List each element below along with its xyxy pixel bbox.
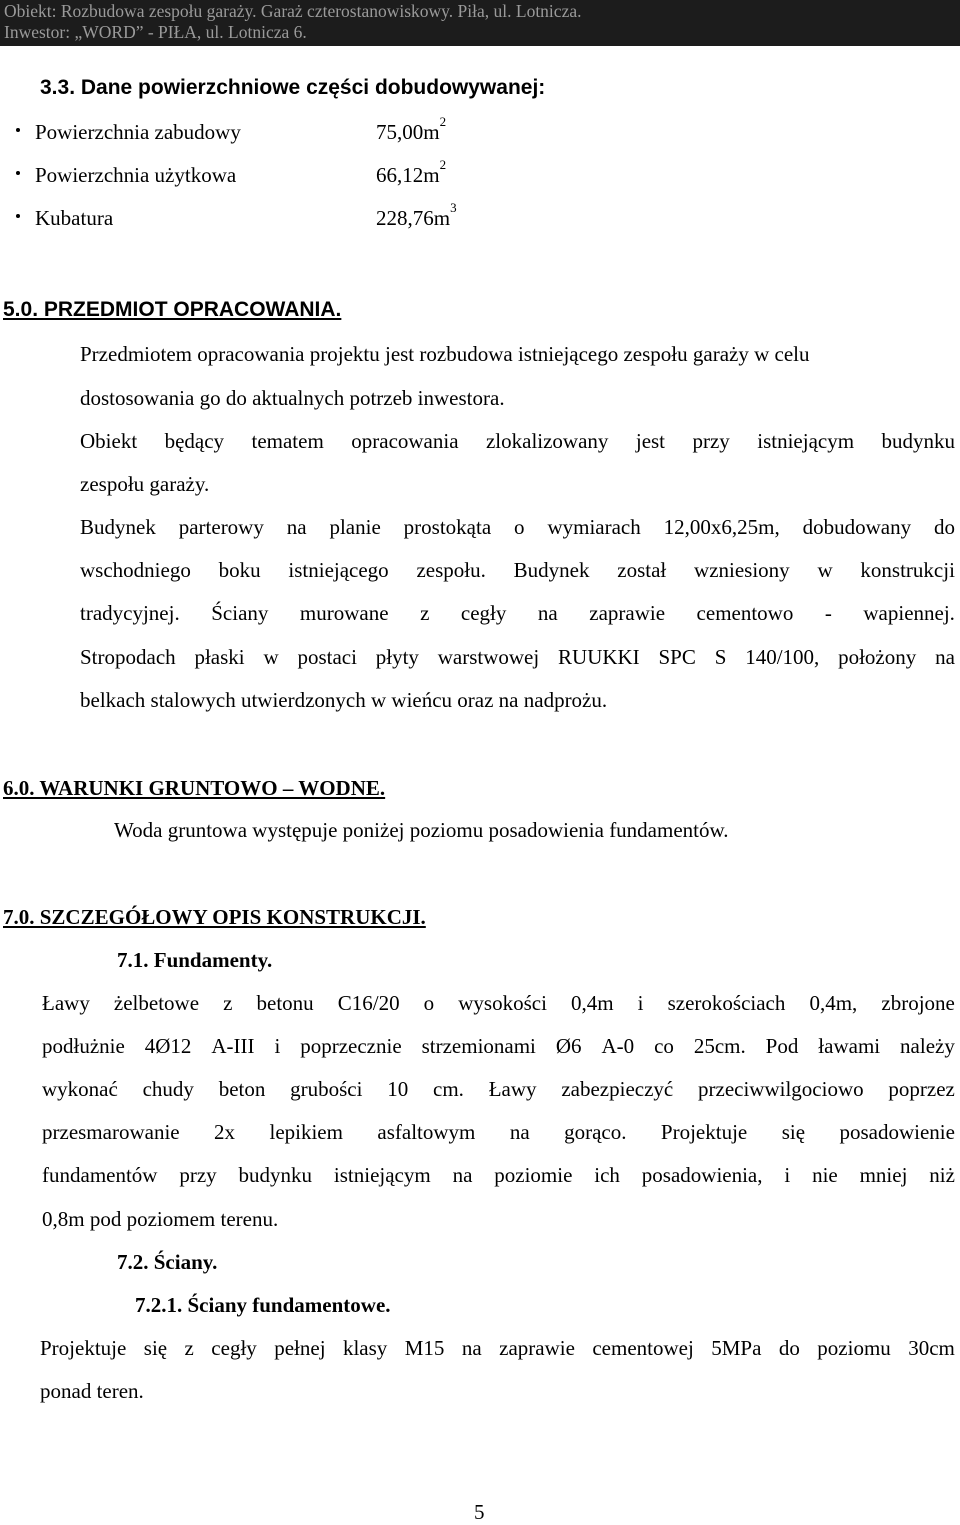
word: pełnej bbox=[274, 1336, 326, 1360]
word: dobudowany bbox=[802, 515, 912, 539]
word: niż bbox=[929, 1163, 955, 1187]
document-header bbox=[0, 0, 960, 46]
paragraph-line: zespołu garaży. bbox=[80, 472, 210, 496]
word: poziomie bbox=[494, 1163, 573, 1187]
word: strzemionami bbox=[421, 1034, 536, 1058]
word: i bbox=[274, 1034, 281, 1058]
word: zabezpieczyć bbox=[561, 1077, 674, 1101]
word: poziomu bbox=[817, 1336, 891, 1360]
word: płaski bbox=[194, 645, 245, 669]
paragraph-line bbox=[80, 645, 955, 670]
word: na bbox=[537, 601, 558, 625]
word: położony bbox=[838, 645, 917, 669]
word: posadowienia, bbox=[641, 1163, 763, 1187]
paragraph-line bbox=[80, 558, 955, 583]
word: żelbetowe bbox=[113, 991, 200, 1015]
paragraph-line bbox=[80, 601, 955, 626]
word: na bbox=[461, 1336, 482, 1360]
word: grubości bbox=[290, 1077, 363, 1101]
bullet-icon bbox=[16, 214, 20, 218]
word: Ławy bbox=[488, 1077, 537, 1101]
volume-label: Kubatura bbox=[35, 206, 114, 230]
word: 30cm bbox=[908, 1336, 955, 1360]
area-built-value: $75,00m^2$ bbox=[376, 114, 447, 144]
section-7-1-title: 7.1. Fundamenty. bbox=[117, 948, 273, 972]
section-7-2-1-title: 7.2.1. Ściany fundamentowe. bbox=[135, 1293, 391, 1317]
section-7-2-title: 7.2. Ściany. bbox=[117, 1250, 218, 1274]
paragraph-line: dostosowania go do aktualnych potrzeb inwestora. bbox=[80, 386, 505, 410]
word: do bbox=[934, 515, 955, 539]
word: Projektuje bbox=[660, 1120, 748, 1144]
word: klasy bbox=[342, 1336, 388, 1360]
word: zaprawie bbox=[499, 1336, 575, 1360]
section-3-3-title: 3.3. Dane powierzchniowe części dobudowywanej: bbox=[40, 76, 546, 99]
section-6-text: Woda gruntowa występuje poniżej poziomu posadowienia fundamentów. bbox=[114, 818, 729, 842]
word: chudy bbox=[142, 1077, 194, 1101]
word: mniej bbox=[859, 1163, 908, 1187]
word: tradycyjnej. bbox=[80, 601, 180, 625]
word: z bbox=[223, 991, 233, 1015]
paragraph-line: belkach stalowych utwierdzonych w wieńcu oraz na nadprożu. bbox=[80, 688, 608, 712]
word: zlokalizowany bbox=[485, 429, 609, 453]
paragraph-line bbox=[42, 1163, 955, 1188]
word: co bbox=[654, 1034, 674, 1058]
word: się bbox=[143, 1336, 168, 1360]
word: i bbox=[784, 1163, 791, 1187]
word: wapiennej. bbox=[863, 601, 955, 625]
word: Budynek bbox=[80, 515, 156, 539]
word: Ławy bbox=[42, 991, 90, 1015]
word: zespołu. bbox=[416, 558, 486, 582]
word: M15 bbox=[404, 1336, 445, 1360]
area-usable-label: Powierzchnia użytkowa bbox=[35, 163, 237, 187]
word: asfaltowym bbox=[377, 1120, 476, 1144]
paragraph-line: ponad teren. bbox=[40, 1379, 144, 1403]
word: jest bbox=[635, 429, 666, 453]
word: planie bbox=[329, 515, 381, 539]
word: wschodniego bbox=[80, 558, 191, 582]
word: parterowy bbox=[178, 515, 264, 539]
word: 0,4m, bbox=[809, 991, 858, 1015]
word: cementowej bbox=[592, 1336, 694, 1360]
word: będący bbox=[164, 429, 225, 453]
paragraph-line bbox=[42, 991, 955, 1016]
header-project-line: Obiekt: Rozbudowa zespołu garaży. Garaż czterostanowiskowy. Piła, ul. Lotnicza. bbox=[4, 1, 582, 21]
word: budynku bbox=[881, 429, 955, 453]
word: z bbox=[420, 601, 430, 625]
word: został bbox=[617, 558, 667, 582]
word: płyty bbox=[375, 645, 419, 669]
word: ławami bbox=[818, 1034, 881, 1058]
word: na bbox=[509, 1120, 530, 1144]
word: o bbox=[514, 515, 525, 539]
paragraph-line bbox=[40, 1336, 955, 1361]
area-built-label: Powierzchnia zabudowy bbox=[35, 120, 241, 144]
word: z bbox=[184, 1336, 194, 1360]
word: Budynek bbox=[513, 558, 590, 582]
paragraph-line bbox=[42, 1077, 955, 1102]
word: w bbox=[263, 645, 279, 669]
word: 12,00x6,25m, bbox=[663, 515, 780, 539]
word: poprzez bbox=[888, 1077, 955, 1101]
word: o bbox=[423, 991, 435, 1015]
word: 4Ø12 bbox=[144, 1034, 192, 1058]
word: istniejącym bbox=[757, 429, 855, 453]
word: na bbox=[286, 515, 307, 539]
word: RUUKKI bbox=[558, 645, 640, 669]
word: 140/100, bbox=[745, 645, 820, 669]
word: gorąco. bbox=[564, 1120, 627, 1144]
paragraph-line bbox=[80, 515, 955, 540]
word: ich bbox=[594, 1163, 620, 1187]
word: fundamentów bbox=[42, 1163, 158, 1187]
page-number: 5 bbox=[474, 1500, 485, 1524]
volume-value: $228,76m^3$ bbox=[376, 200, 457, 230]
word: konstrukcji bbox=[860, 558, 955, 582]
word: przeciwwilgociowo bbox=[698, 1077, 864, 1101]
header-investor-line: Inwestor: „WORD” - PIŁA, ul. Lotnicza 6. bbox=[4, 22, 307, 42]
paragraph-line: 0,8m pod poziomem terenu. bbox=[42, 1207, 279, 1231]
word: przy bbox=[692, 429, 730, 453]
word: 0,4m bbox=[571, 991, 614, 1015]
paragraph-line bbox=[42, 1034, 955, 1059]
word: postaci bbox=[297, 645, 357, 669]
word: podłużnie bbox=[42, 1034, 125, 1058]
word: Pod bbox=[765, 1034, 799, 1058]
word: prostokąta bbox=[403, 515, 492, 539]
word: S bbox=[714, 645, 727, 669]
word: murowane bbox=[299, 601, 389, 625]
word: zaprawie bbox=[589, 601, 666, 625]
section-6-title: 6.0. WARUNKI GRUNTOWO – WODNE. bbox=[3, 776, 386, 800]
word: wysokości bbox=[458, 991, 547, 1015]
word: w bbox=[817, 558, 833, 582]
word: budynku bbox=[238, 1163, 313, 1187]
word: tematem bbox=[251, 429, 324, 453]
word: SPC bbox=[658, 645, 696, 669]
word: do bbox=[778, 1336, 800, 1360]
word: wzniesiony bbox=[694, 558, 790, 582]
area-usable-value: $66,12m^2$ bbox=[376, 157, 447, 187]
word: A-III bbox=[211, 1034, 255, 1058]
word: 2x bbox=[214, 1120, 236, 1144]
word: istniejącego bbox=[288, 558, 389, 582]
word: boku bbox=[218, 558, 261, 582]
word: betonu bbox=[256, 991, 314, 1015]
word: 25cm. bbox=[693, 1034, 746, 1058]
word: na bbox=[452, 1163, 473, 1187]
word: Ø6 bbox=[555, 1034, 582, 1058]
word: cementowo bbox=[696, 601, 794, 625]
word: Stropodach bbox=[80, 645, 176, 669]
bullet-icon bbox=[16, 128, 20, 132]
word: cegły bbox=[211, 1336, 257, 1360]
word: opracowania bbox=[351, 429, 459, 453]
word: 10 bbox=[387, 1077, 409, 1101]
word: przy bbox=[179, 1163, 217, 1187]
section-7-title: 7.0. SZCZEGÓŁOWY OPIS KONSTRUKCJI. bbox=[3, 905, 426, 929]
word: poprzecznie bbox=[300, 1034, 402, 1058]
word: Ściany bbox=[211, 601, 269, 625]
word: przesmarowanie bbox=[42, 1120, 180, 1144]
word: posadowienie bbox=[839, 1120, 955, 1144]
word: C16/20 bbox=[337, 991, 400, 1015]
word: beton bbox=[218, 1077, 266, 1101]
word: Projektuje bbox=[40, 1336, 127, 1360]
word: istniejącym bbox=[333, 1163, 431, 1187]
word: wymiarach bbox=[547, 515, 641, 539]
word: Obiekt bbox=[80, 429, 138, 453]
word: lepikiem bbox=[269, 1120, 343, 1144]
paragraph-line: Przedmiotem opracowania projektu jest rozbudowa istniejącego zespołu garaży w celu bbox=[80, 342, 810, 366]
section-5-title: 5.0. PRZEDMIOT OPRACOWANIA. bbox=[3, 298, 342, 321]
word: 5MPa bbox=[711, 1336, 762, 1360]
word: na bbox=[935, 645, 955, 669]
word: wykonać bbox=[42, 1077, 118, 1101]
word: zbrojone bbox=[881, 991, 955, 1015]
word: warstwowej bbox=[437, 645, 540, 669]
word: nie bbox=[812, 1163, 838, 1187]
word: cegły bbox=[460, 601, 507, 625]
paragraph-line bbox=[80, 429, 955, 454]
word: szerokościach bbox=[667, 991, 786, 1015]
word: - bbox=[824, 601, 832, 625]
word: A-0 bbox=[601, 1034, 635, 1058]
paragraph-line bbox=[42, 1120, 955, 1145]
word: cm. bbox=[433, 1077, 464, 1101]
word: się bbox=[781, 1120, 806, 1144]
bullet-icon bbox=[16, 171, 20, 175]
word: i bbox=[637, 991, 644, 1015]
word: należy bbox=[900, 1034, 955, 1058]
